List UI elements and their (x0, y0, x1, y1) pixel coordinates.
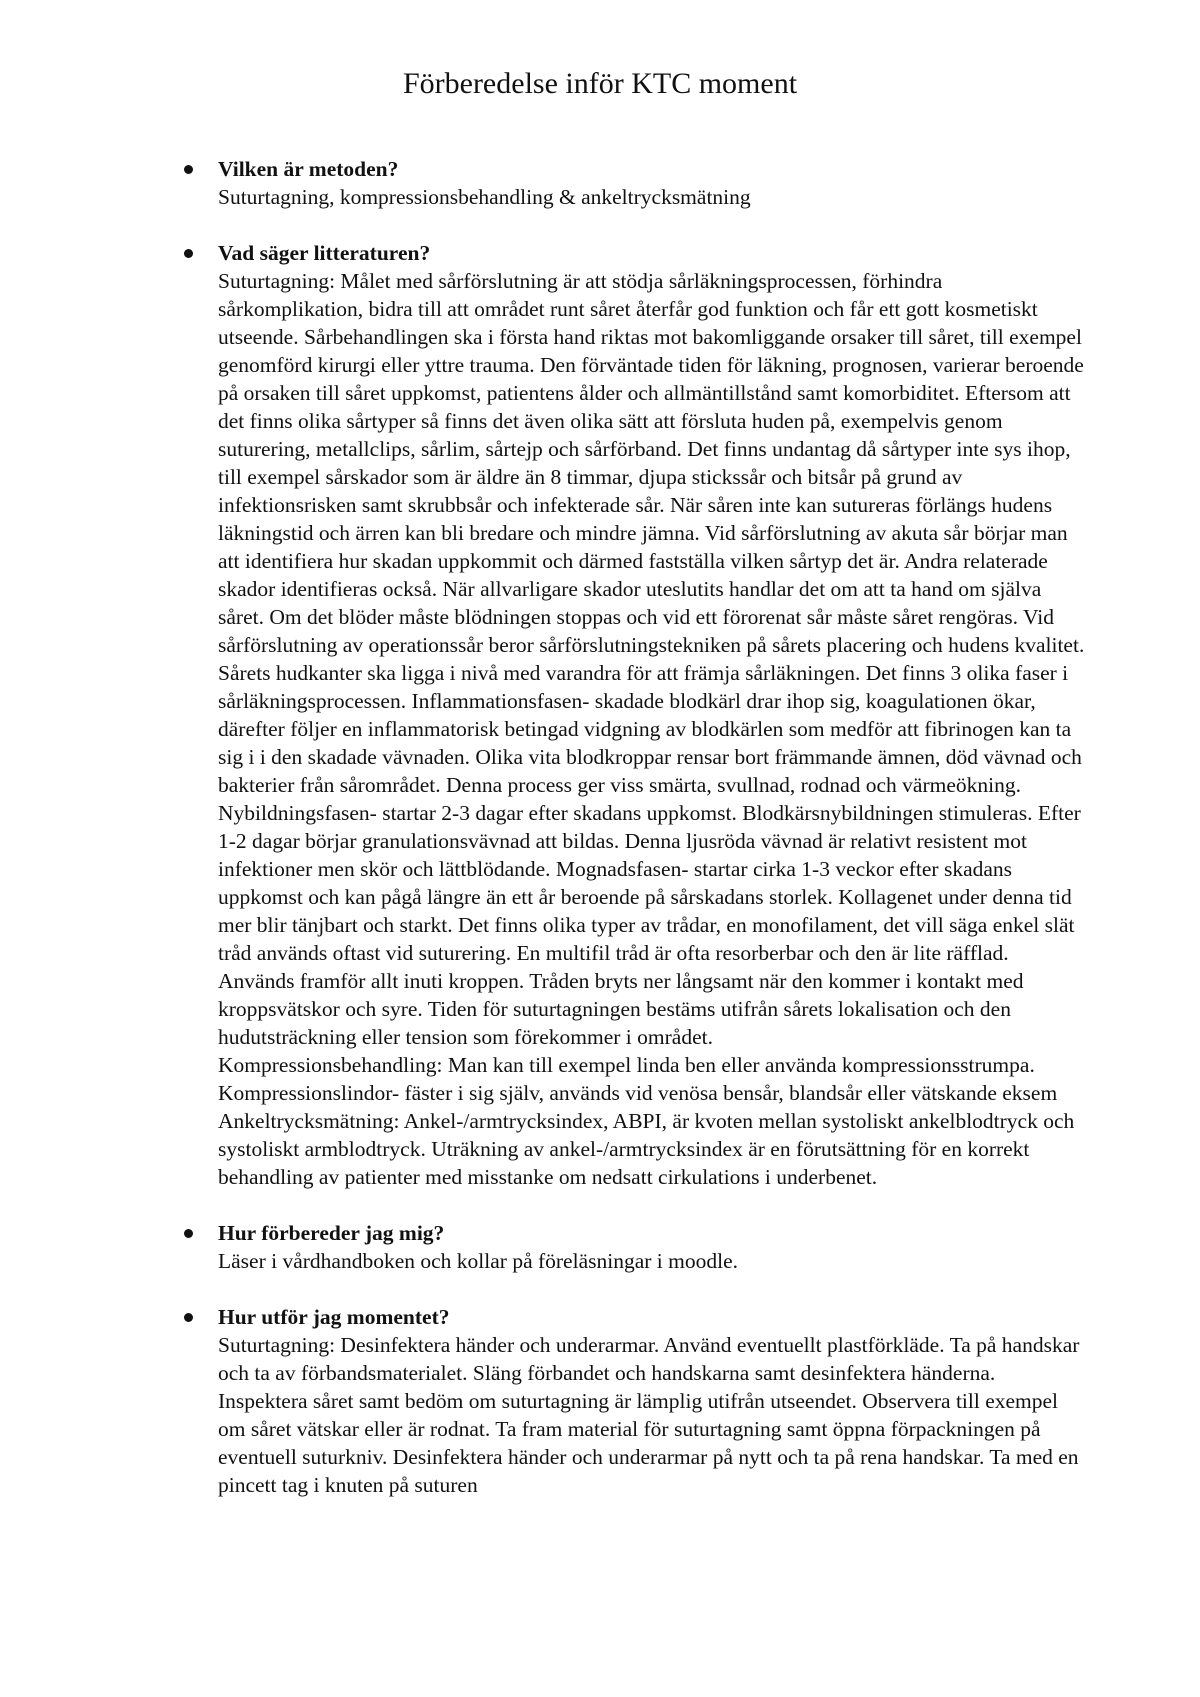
section-paragraph: Ankeltrycksmätning: Ankel-/armtrycksindex, ABPI, är kvoten mellan systoliskt ankelblodtryck och systoliskt armblodtryck. Uträkning av ankel-/armtrycksindex är en förutsättning för en korrekt behandling av patienter med misstanke om nedsatt cirkulations i underbenet. (218, 1109, 1075, 1189)
section-paragraph: Suturtagning: Målet med sårförslutning är att stödja sårläkningsprocessen, förhindra sårkomplikation, bidra till att området runt såret återfår god funktion och får ett gott kosmetiskt utseende. Sårbehandlingen ska i första hand riktas mot bakomliggande orsaker till såret, till exempel genomförd kirurgi eller yttre trauma. Den förväntade tiden för läkning, prognosen, varierar beroende på orsaken till såret uppkomst, patientens ålder och allmäntillstånd samt komorbiditet. Eftersom att det finns olika sårtyper så finns det även olika sätt att försluta huden på, exempelvis genom suturering, metallclips, sårlim, sårtejp och sårförband. Det finns undantag då sårtyper inte sys ihop, till exempel sårskador som är äldre än 8 timmar, djupa stickssår och bitsår på grund av infektionsrisken samt skrubbsår och infekterade sår. När såren inte kan sutureras förlängs hudens läkningstid och ärren kan bli bredare och mindre jämna. Vid sårförslutning av akuta sår börjar man att identifiera hur skadan uppkommit och därmed fastställa vilken sårtyp det är. Andra relaterade skador identifieras också. När allvarligare skador uteslutits handlar det om att ta hand om själva såret. Om det blöder måste blödningen stoppas och vid ett förorenat sår måste såret rengöras. Vid sårförslutning av operationssår beror sårförslutningstekniken på sårets placering och hudens kvalitet. Sårets hudkanter ska ligga i nivå med varandra för att främja sårläkningen. Det finns 3 olika faser i sårläkningsprocessen. Inflammationsfasen- skadade blodkärl drar ihop sig, koagulationen ökar, därefter följer en inflammatorisk betingad vidgning av blodkärlen som medför att fibrinogen kan ta sig i i den skadade vävnaden. Olika vita blodkroppar rensar bort främmande ämnen, död vävnad och bakterier från sårområdet. Denna process ger viss smärta, svullnad, rodnad och värmeökning. Nybildningsfasen- startar 2-3 dagar efter skadans uppkomst. Blodkärsnybildningen stimuleras. Efter 1-2 dagar börjar granulationsvävnad att bildas. Denna ljusröda vävnad är relativt resistent mot infektioner men skör och lättblödande. Mognadsfasen- startar cirka 1-3 veckor efter skadans uppkomst och kan pågå längre än ett år beroende på sårskadans storlek. Kollagenet under denna tid mer blir tänjbart och starkt. Det finns olika typer av trådar, en monofilament, det vill säga enkel slät tråd används oftast vid suturering. En multifil tråd är ofta resorberbar och den är lite räfflad. Används framför allt inuti kroppen. Tråden bryts ner långsamt när den kommer i kontakt med kroppsvätskor och syre. Tiden för suturtagningen bestäms utifrån sårets lokalisation och den hudutsträckning eller tension som förekommer i området. (218, 269, 1085, 1049)
bullet-icon (184, 165, 193, 174)
document-title: Förberedelse inför KTC moment (402, 67, 798, 100)
bullet-icon (184, 1229, 193, 1238)
section-method (0, 155, 1088, 211)
section-question: Hur utför jag momentet? (218, 1305, 450, 1329)
bullet-icon (184, 249, 193, 258)
section-preparation (0, 1219, 1088, 1275)
section-question: Hur förbereder jag mig? (218, 1221, 445, 1245)
bullet-icon (184, 1313, 193, 1322)
section-paragraph: Suturtagning: Desinfektera händer och underarmar. Använd eventuellt plastförkläde. Ta på handskar och ta av förbandsmaterialet. Släng förbandet och handskarna samt desinfektera händerna. Inspektera såret samt bedöm om suturtagning är lämplig utifrån utseendet. Observera till exempel om såret vätskar eller är rodnat. Ta fram material för suturtagning samt öppna förpackningen på eventuell suturkniv. Desinfektera händer och underarmar på nytt och ta på rena handskar. Ta med en pincett tag i knuten på suturen (218, 1333, 1080, 1497)
section-literature (0, 239, 1088, 1191)
section-paragraph: Suturtagning, kompressionsbehandling & ankeltrycksmätning (218, 185, 751, 209)
section-paragraph: Läser i vårdhandboken och kollar på föreläsningar i moodle. (218, 1249, 738, 1273)
section-question: Vad säger litteraturen? (218, 241, 431, 265)
section-procedure (0, 1303, 1088, 1499)
section-question: Vilken är metoden? (218, 157, 399, 181)
section-paragraph: Kompressionsbehandling: Man kan till exempel linda ben eller använda kompressionsstrumpa. Kompressionslindor- fäster i sig själv, används vid venösa bensår, blandsår eller vätskande eksem (218, 1053, 1058, 1105)
question-list (0, 155, 1200, 1527)
